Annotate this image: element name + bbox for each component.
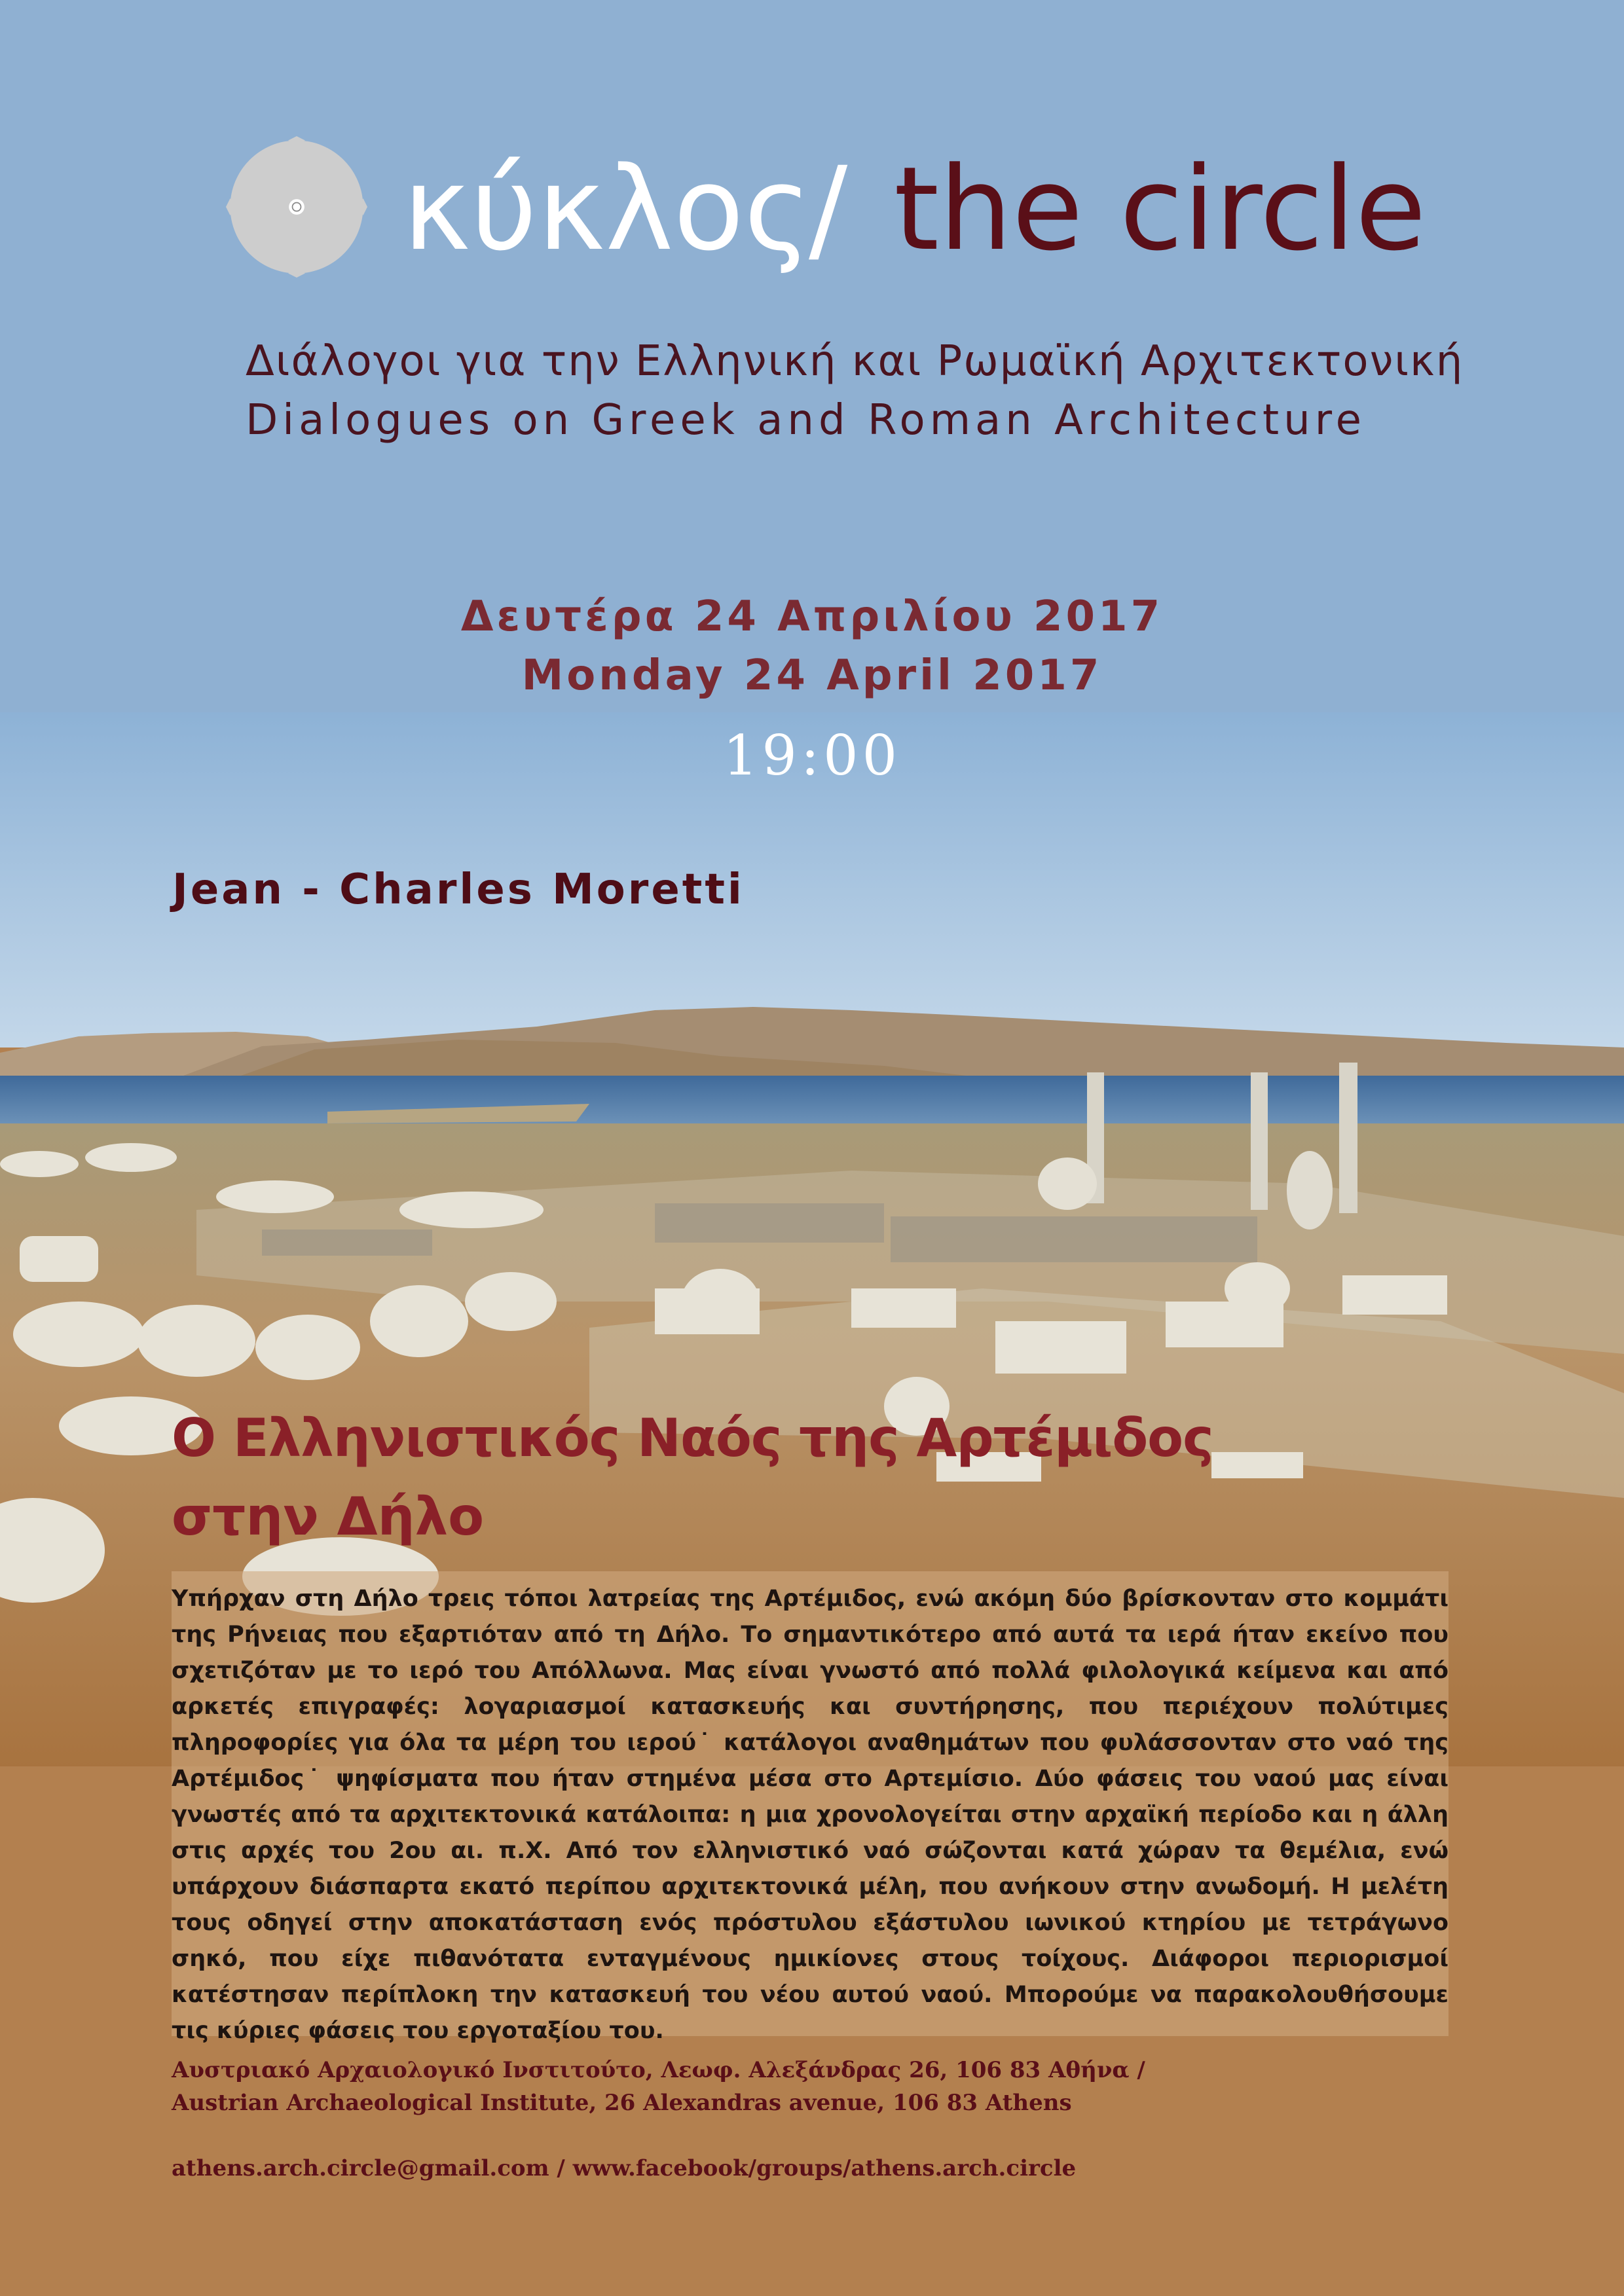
lecture-abstract: Υπήρχαν στη Δήλο τρεις τόποι λατρείας της Αρτέμιδος, ενώ ακόμη δύο βρίσκονταν στο κομμάτι της Ρήνειας που εξαρτιόταν από τη Δήλο. Το σημαντικότερο από αυτά τα ιερά ήταν εκείνο που σχετιζόταν με το ιερό του Απόλλωνα. Μας είναι γνωστό από πολλά φιλολογικά κείμενα και από αρκετές επιγραφές: λογαριασμοί κατασκευής και συντήρησης, που περιέχουν πολύτιμες πληροφορίες για όλα τα μέρη του ιερού˙ κατάλογοι αναθημάτων που φυλάσσονταν στο ναό της Αρτέμιδος˙ ψηφίσματα που ήταν στημένα μέσα στο Αρτεμίσιο. Δύο φάσεις του ναού μας είναι γνωστές από τα αρχιτεκτονικά κατάλοιπα: η μια χρονολογείται στην αρχαϊκή περίοδο και η άλλη στις αρχές του 2ου αι. π.Χ. Από τον ελληνιστικό ναό σώζονται κατά χώραν τα θεμέλια, ενώ υπάρχουν διάσπαρτα εκατό περίπου αρχιτεκτονικά μέλη, που ανήκουν στην ανωδομή. Η μελέτη τους οδηγεί στην αποκατάσταση ενός πρόστυλου εξάστυλου ιωνικού κτηρίου με τετράγωνο σηκό, που είχε πιθανότατα ενταγμένους ημικίονες στους τοίχους. Διάφοροι περιορισμοί κατέστησαν περίπλοκη την κατασκευή του νέου αυτού ναού. Μπορούμε να παρακολουθήσουμε τις κύριες φάσεις του εργοταξίου του. — [172, 1586, 1449, 2044]
speaker-name: Jean - Charles Moretti — [172, 866, 745, 914]
venue-address-greek: Αυστριακό Αρχαιολογικό Ινστιτούτο, Λεωφ. Αλεξάνδρας 26, 106 83 Αθήνα / — [172, 2057, 1145, 2083]
subtitle-greek: Διάλογοι για την Ελληνική και Ρωμαϊκή Αρχιτεκτονική — [246, 337, 1464, 386]
title-greek: κύκλος — [403, 142, 812, 276]
contact-links[interactable]: athens.arch.circle@gmail.com / www.facebook/groups/athens.arch.circle — [172, 2155, 1077, 2181]
venue-address-english: Austrian Archaeological Institute, 26 Alexandras avenue, 106 83 Athens — [172, 2090, 1072, 2116]
event-time: 19:00 — [722, 723, 902, 788]
lecture-title-line2: στην Δήλο — [172, 1486, 485, 1547]
title-english: the circle — [894, 142, 1426, 276]
event-date-greek: Δευτέρα 24 Απριλίου 2017 — [460, 592, 1164, 641]
subtitle-english: Dialogues on Greek and Roman Architecture — [246, 396, 1366, 445]
lecture-title-line1: Ο Ελληνιστικός Ναός της Αρτέμιδος — [172, 1408, 1213, 1468]
abstract-box — [172, 1571, 1449, 2044]
circle-logo-icon — [226, 136, 367, 278]
title-separator: / — [809, 142, 848, 276]
event-date-english: Monday 24 April 2017 — [521, 651, 1103, 700]
